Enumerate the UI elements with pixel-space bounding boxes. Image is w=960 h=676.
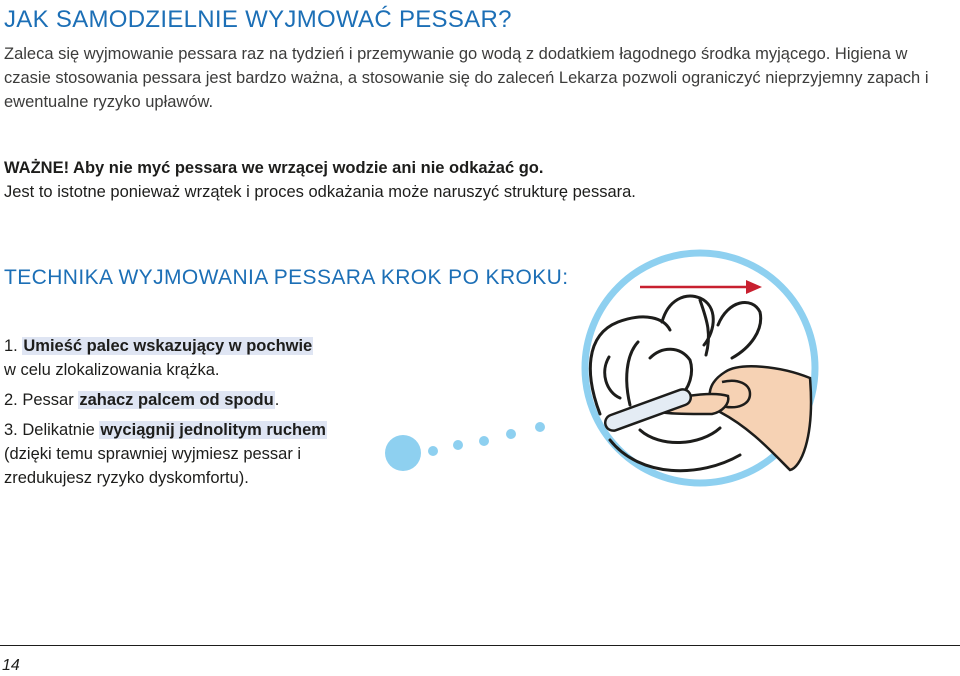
pessary-removal-illustration [380, 240, 880, 530]
step-number: 2. [4, 391, 18, 409]
trail-dot [428, 446, 438, 456]
trail-dot [385, 435, 421, 471]
important-note [4, 156, 944, 204]
step-1 [4, 334, 384, 382]
step-highlight: wyciągnij jednolitym ruchem [100, 421, 326, 439]
step-text: Delikatnie [22, 421, 95, 439]
important-text: Jest to istotne ponieważ wrzątek i proces odkażania może naruszyć strukturę pessara. [4, 183, 636, 201]
trail-dot [453, 440, 463, 450]
trail-dot [479, 436, 489, 446]
intro-paragraph: Zaleca się wyjmowanie pessara raz na tydzień i przemywanie go wodą z dodatkiem łagodnego środka myjącego. Higiena w czasie stosowania pessara jest bardzo ważna, a stosowanie się do zaleceń Lekarza pozwoli ograniczyć nieprzyjemny zapach i ewentualne ryzyko upławów. [4, 45, 929, 111]
step-text: (dzięki temu sprawniej wyjmiesz pessar i zredukujesz ryzyko dyskomfortu). [4, 445, 302, 487]
step-highlight: zahacz palcem od spodu [79, 391, 274, 409]
page-number: 14 [2, 657, 20, 674]
step-2 [4, 388, 384, 412]
technique-heading: TECHNIKA WYJMOWANIA PESSARA KROK PO KROKU: [4, 266, 569, 289]
trail-dot [506, 429, 516, 439]
important-lead: WAŻNE! Aby nie myć pessara we wrzącej wodzie ani nie odkażać go. [4, 159, 544, 177]
dotted-trail [385, 422, 545, 471]
step-text: Pessar [22, 391, 74, 409]
step-text: . [274, 391, 280, 409]
step-number: 1. [4, 337, 18, 355]
hand-drawing [660, 366, 811, 470]
step-text: w celu zlokalizowania krążka. [4, 361, 220, 379]
step-highlight: Umieść palec wskazujący w pochwie [23, 337, 313, 355]
page-title: JAK SAMODZIELNIE WYJMOWAĆ PESSAR? [4, 6, 512, 33]
step-3 [4, 418, 384, 490]
steps-list [4, 334, 384, 496]
trail-dot [535, 422, 545, 432]
footer-rule [0, 645, 960, 646]
direction-arrow-icon [640, 280, 762, 294]
step-number: 3. [4, 421, 18, 439]
